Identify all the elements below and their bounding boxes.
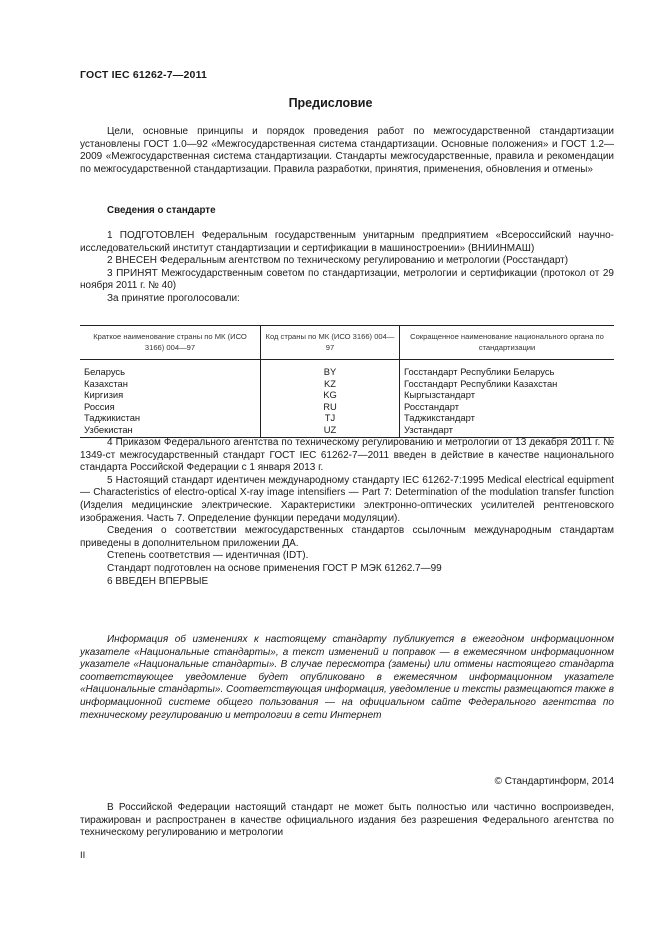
- standards-body: Таджикстандарт: [400, 412, 615, 424]
- country-code: KZ: [261, 378, 400, 390]
- item-2: 2 ВНЕСЕН Федеральным агентством по техническому регулированию и метрологии (Росстандарт): [107, 255, 569, 267]
- item-3: 3 ПРИНЯТ Межгосударственным советом по стандартизации, метрологии и сертификации (протокол от 29 ноября 2011 г. № 40): [80, 267, 614, 292]
- table-row: [80, 378, 614, 390]
- table-row: [80, 401, 614, 413]
- intro-paragraph: [80, 126, 614, 176]
- country-name: Россия: [84, 400, 115, 412]
- table-header-body: Сокращенное наименование национального органа по стандартизации: [400, 326, 615, 360]
- country-code: BY: [261, 360, 400, 378]
- table-header-code: Код страны по МК (ИСО 3166) 004—97: [261, 326, 400, 360]
- copyright-line: © Стандартинформ, 2014: [494, 776, 614, 787]
- standard-info-block: [80, 230, 614, 306]
- country-code: KG: [261, 389, 400, 401]
- page-title: Предисловие: [288, 96, 373, 110]
- table-row: [80, 412, 614, 424]
- country-code: TJ: [261, 412, 400, 424]
- table-row: [80, 424, 614, 438]
- standard-info-block-continued: [80, 437, 614, 588]
- item-4: 4 Приказом Федерального агентства по техническому регулированию и метрологии от 13 декабря 2011 г. № 1349-ст межгосударственный стандарт ГОСТ IEC 61262-7—2011 введен в действие в качестве национального стандарта Российской Федерации с 1 января 2013 г.: [80, 437, 614, 474]
- country-code: RU: [261, 401, 400, 413]
- standards-body: Госстандарт Республики Казахстан: [400, 378, 615, 390]
- intro-text: Цели, основные принципы и порядок проведения работ по межгосударственной стандартизации установлены ГОСТ 1.0—92 «Межгосударственная система стандартизации. Основные положения» и ГОСТ 1.2—2009 «Межгосударственная система стандартизации. Стандарты межгосударственные, правила и рекомендации по межгосударственной стандартизации. Правила разработки, принятия, применения, обновления и отмены»: [80, 126, 614, 175]
- countries-table: [80, 325, 614, 438]
- country-code: UZ: [261, 424, 400, 438]
- standards-body: Росстандарт: [400, 401, 615, 413]
- section-title: Сведения о стандарте: [107, 205, 216, 216]
- item-5-basis: Стандарт подготовлен на основе применения ГОСТ Р МЭК 61262.7—99: [107, 562, 442, 574]
- voted-label: За принятие проголосовали:: [107, 292, 240, 304]
- legal-text: В Российской Федерации настоящий стандарт не может быть полностью или частично воспроизведен, тиражирован и распространен в качестве официального издания без разрешения Федерального агентства по техническому регулированию и метрологии: [80, 802, 614, 839]
- country-name: Беларусь: [84, 366, 126, 377]
- table-row: [80, 360, 614, 378]
- item-5: 5 Настоящий стандарт идентичен международному стандарту IEC 61262-7:1995 Medical electrical equipment — Characteristics of electro-optical X-ray image intensifiers — Part 7: Determination of the modulation transfer function (Изделия медицинские электрические. Характеристики электронно-оптических усилителей рентгеновского изображения. Часть 7. Определение функции передачи модуляции).: [80, 474, 614, 524]
- changes-notice: [80, 634, 614, 722]
- country-name: Таджикистан: [84, 412, 141, 423]
- notice-text: Информация об изменениях к настоящему стандарту публикуется в ежегодном информационном указателе «Национальные стандарты», а текст изменений и поправок — в ежемесячном информационном указателе «Национальные стандарты». В случае пересмотра (замены) или отмены настоящего стандарта соответствующее уведомление будет опубликовано в ежемесячном информационном указателе «Национальные стандарты». Соответствующая информация, уведомление и тексты размещаются также в информационной системе общего пользования — на официальном сайте Федерального агентства по техническому регулированию и метрологии в сети Интернет: [80, 634, 614, 721]
- standards-body: Госстандарт Республики Беларусь: [400, 360, 615, 378]
- document-code-header: ГОСТ IEC 61262-7—2011: [80, 69, 208, 81]
- country-name: Казахстан: [84, 377, 128, 389]
- item-6: 6 ВВЕДЕН ВПЕРВЫЕ: [107, 575, 209, 587]
- country-name: Узбекистан: [80, 424, 261, 438]
- standards-body: Кыргызстандарт: [400, 389, 615, 401]
- item-5-references: Сведения о соответствии межгосударственных стандартов ссылочным международным стандартам приведены в дополнительном приложении ДА.: [80, 525, 614, 549]
- table-header-row: [80, 326, 614, 360]
- item-5-conformity: Степень соответствия — идентичная (IDT).: [107, 550, 309, 562]
- table-header-country: Краткое наименование страны по МК (ИСО 3166) 004—97: [80, 326, 261, 360]
- table-row: [80, 389, 614, 401]
- standards-body: Узстандарт: [400, 424, 615, 438]
- country-name: Киргизия: [84, 389, 124, 400]
- page-number: II: [80, 850, 86, 861]
- item-1: 1 ПОДГОТОВЛЕН Федеральным государственным унитарным предприятием «Всероссийский научно-исследовательский институт стандартизации и сертификации в машиностроении» (ВНИИНМАШ): [80, 230, 614, 254]
- legal-notice: [80, 802, 614, 840]
